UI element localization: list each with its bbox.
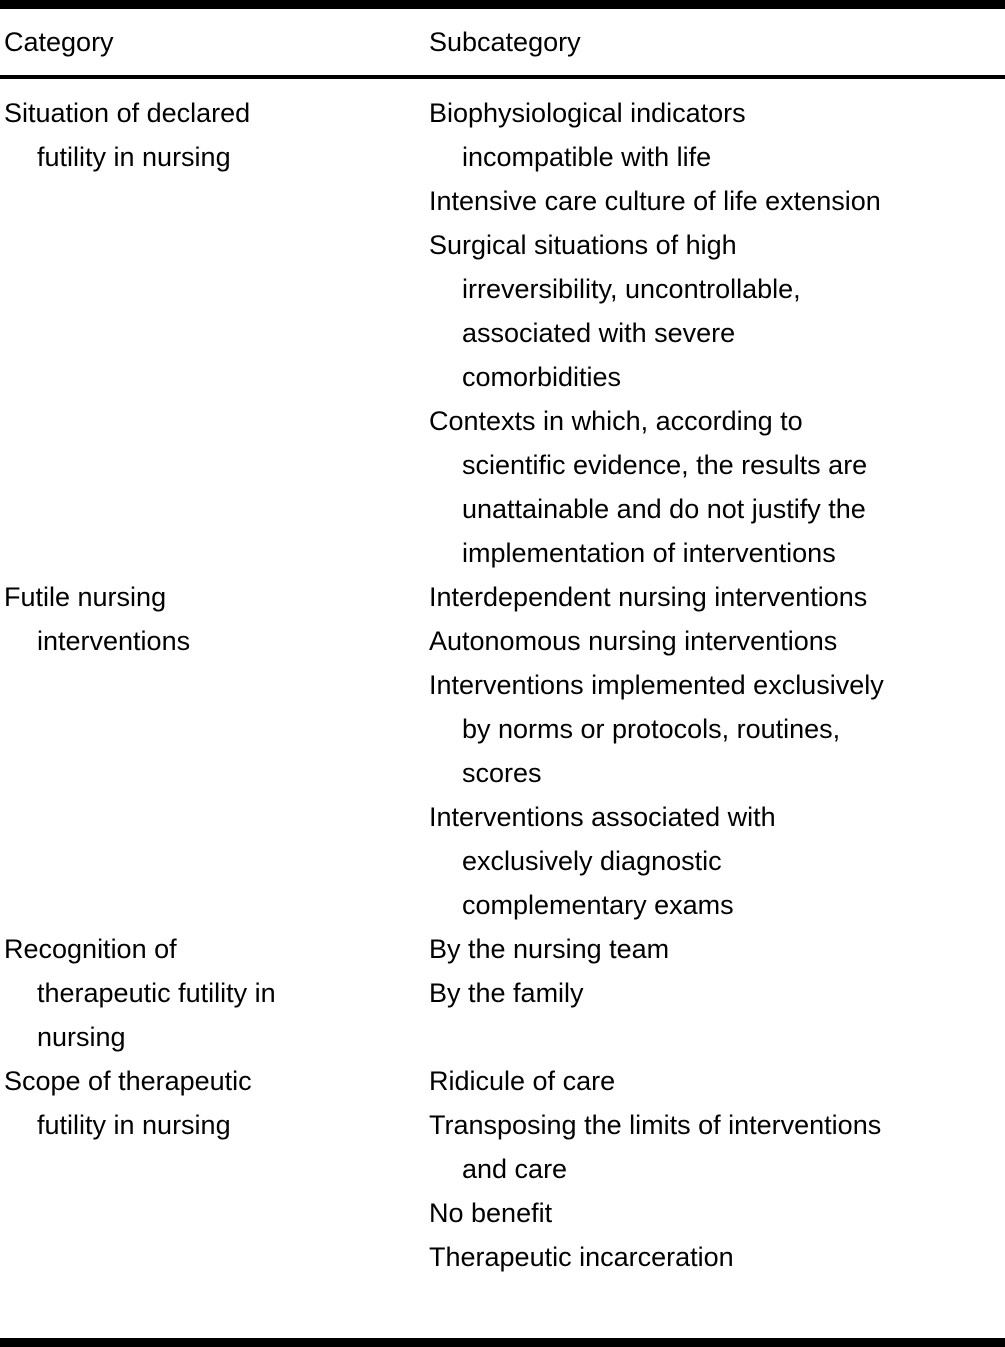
column-header-subcategory: Subcategory (429, 26, 581, 57)
subcategory-line: By the nursing team (429, 934, 670, 964)
subcategory-line: Autonomous nursing interventions (429, 626, 838, 656)
category-line: futility in nursing (37, 1110, 231, 1140)
subcategory-line: incompatible with life (462, 142, 712, 172)
subcategory-line: Transposing the limits of interventions (429, 1110, 882, 1140)
subcategory-cell (425, 927, 1005, 1059)
subcategory-line: comorbidities (462, 362, 622, 392)
table-header-row (0, 9, 1005, 79)
table-row (0, 91, 1005, 575)
subcategory-line: implementation of interventions (462, 538, 836, 568)
category-line: Recognition of (4, 934, 177, 964)
subcategory-line: unattainable and do not justify the (462, 494, 866, 524)
subcategory-line: Therapeutic incarceration (429, 1242, 734, 1272)
category-line: therapeutic futility in (37, 978, 276, 1008)
category-line: interventions (37, 626, 191, 656)
category-line: futility in nursing (37, 142, 231, 172)
subcategory-line: Biophysiological indicators (429, 98, 746, 128)
category-cell (0, 1059, 425, 1279)
category-line: nursing (37, 1022, 126, 1052)
subcategory-line: associated with severe (462, 318, 736, 348)
subcategory-cell (425, 575, 1005, 927)
table-row (0, 1059, 1005, 1279)
subcategory-line: scores (462, 758, 542, 788)
subcategory-line: and care (462, 1154, 568, 1184)
table-row (0, 927, 1005, 1059)
subcategory-line: Interventions implemented exclusively (429, 670, 884, 700)
category-line: Scope of therapeutic (4, 1066, 252, 1096)
subcategory-line: Surgical situations of high (429, 230, 737, 260)
table-row (0, 575, 1005, 927)
subcategory-cell (425, 91, 1005, 575)
subcategory-line: Interdependent nursing interventions (429, 582, 868, 612)
subcategory-line: Ridicule of care (429, 1066, 616, 1096)
table-body (0, 79, 1005, 1279)
subcategory-line: complementary exams (462, 890, 734, 920)
subcategory-line: Interventions associated with (429, 802, 776, 832)
subcategory-line: Contexts in which, according to (429, 406, 803, 436)
subcategory-line: scientific evidence, the results are (462, 450, 868, 480)
column-header-category: Category (4, 26, 114, 57)
category-line: Futile nursing (4, 582, 167, 612)
subcategory-line: Intensive care culture of life extension (429, 186, 881, 216)
subcategory-line: By the family (429, 978, 584, 1008)
category-line: Situation of declared (4, 98, 251, 128)
subcategory-line: by norms or protocols, routines, (462, 714, 841, 744)
category-cell (0, 575, 425, 927)
subcategory-cell (425, 1059, 1005, 1279)
category-cell (0, 91, 425, 575)
subcategory-line: irreversibility, uncontrollable, (462, 274, 801, 304)
subcategory-line: exclusively diagnostic (462, 846, 722, 876)
category-cell (0, 927, 425, 1059)
subcategory-line: No benefit (429, 1198, 553, 1228)
